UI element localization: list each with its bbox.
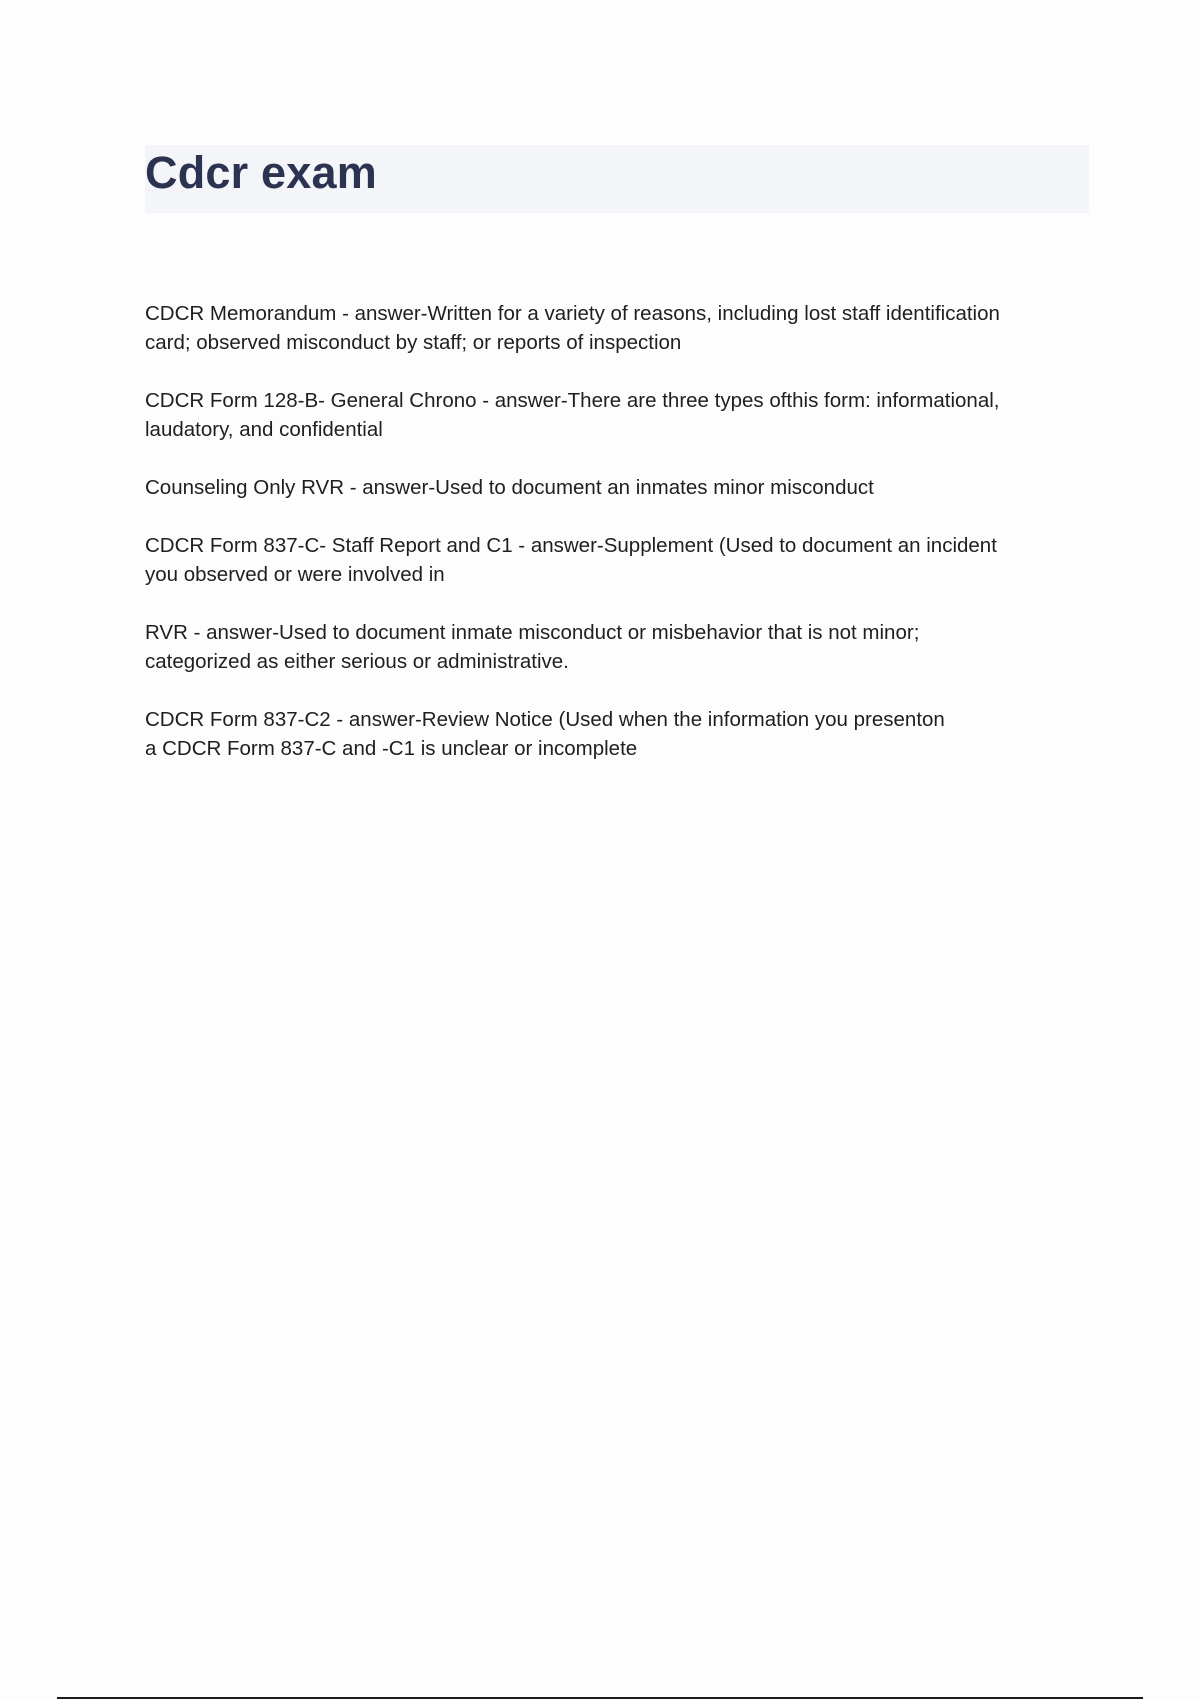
- qa-item-review-notice: [145, 705, 1095, 763]
- qa-item-line: laudatory, and confidential: [145, 418, 383, 441]
- footer-divider: [57, 1697, 1143, 1699]
- qa-item-staff-report: [145, 531, 1095, 589]
- qa-item-line: categorized as either serious or administrative.: [145, 650, 569, 673]
- qa-item-line: card; observed misconduct by staff; or reports of inspection: [145, 331, 682, 354]
- qa-list: [145, 299, 1095, 792]
- qa-item-line: you observed or were involved in: [145, 563, 445, 586]
- qa-item-rvr: [145, 618, 1095, 676]
- qa-item-line: CDCR Form 837-C2 - answer-Review Notice (Used when the information you presenton: [145, 708, 945, 731]
- qa-item-line: RVR - answer-Used to document inmate misconduct or misbehavior that is not minor;: [145, 621, 920, 644]
- qa-item-line: CDCR Memorandum - answer-Written for a variety of reasons, including lost staff identification: [145, 302, 1000, 325]
- page-title: Cdcr exam: [145, 147, 377, 198]
- qa-item-memorandum: [145, 299, 1095, 357]
- qa-item-counseling-rvr: [145, 473, 1095, 502]
- qa-item-line: CDCR Form 128-B- General Chrono - answer-There are three types ofthis form: informational,: [145, 389, 1000, 412]
- qa-item-general-chrono: [145, 386, 1095, 444]
- qa-item-line: Counseling Only RVR - answer-Used to document an inmates minor misconduct: [145, 476, 874, 499]
- qa-item-line: CDCR Form 837-C- Staff Report and C1 - answer-Supplement (Used to document an incident: [145, 534, 997, 557]
- qa-item-line: a CDCR Form 837-C and -C1 is unclear or incomplete: [145, 737, 638, 760]
